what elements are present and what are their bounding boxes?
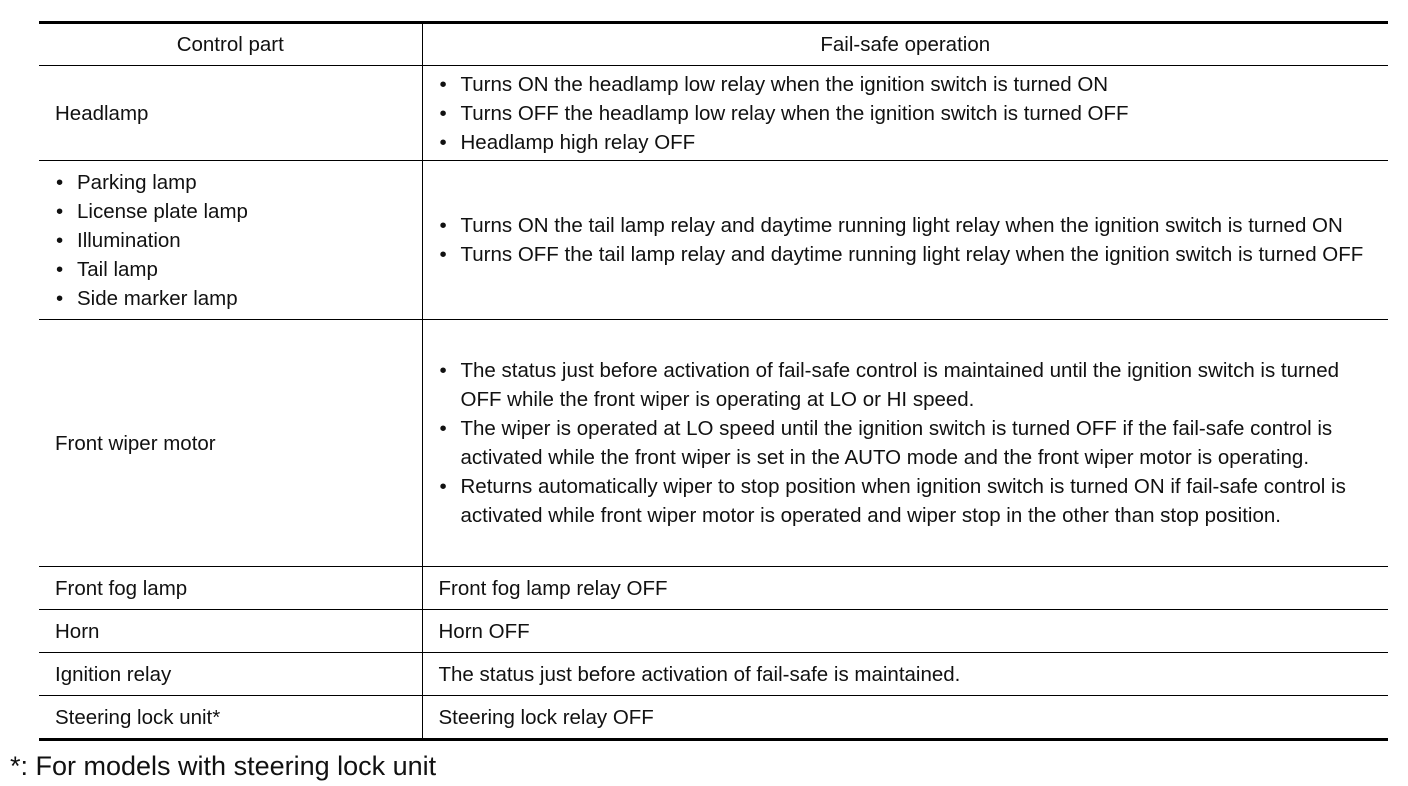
operation-cell: Horn OFF bbox=[422, 610, 1388, 653]
operation-list bbox=[439, 211, 1379, 269]
fail-safe-table bbox=[39, 21, 1388, 741]
column-header-fail-safe-operation: Fail-safe operation bbox=[422, 23, 1388, 66]
operation-cell: The status just before activation of fail-safe is maintained. bbox=[422, 653, 1388, 696]
control-part-cell: Ignition relay bbox=[39, 653, 422, 696]
list-item: • Turns OFF the tail lamp relay and daytime running light relay when the ignition switch is turned OFF bbox=[439, 240, 1379, 269]
table-row bbox=[39, 567, 1388, 610]
list-item: • The wiper is operated at LO speed until the ignition switch is turned OFF if the fail-safe control is activated while the front wiper is set in the AUTO mode and the front wiper motor is operating. bbox=[439, 414, 1379, 472]
list-item: • Turns ON the headlamp low relay when the ignition switch is turned ON bbox=[439, 70, 1379, 99]
list-item: • License plate lamp bbox=[55, 197, 412, 226]
list-item: • Headlamp high relay OFF bbox=[439, 128, 1379, 157]
table-row bbox=[39, 66, 1388, 161]
operation-list bbox=[439, 70, 1379, 157]
operation-cell bbox=[422, 66, 1388, 161]
control-part-cell bbox=[39, 161, 422, 320]
footnote: *: For models with steering lock unit bbox=[10, 751, 437, 781]
table-row bbox=[39, 653, 1388, 696]
table-row bbox=[39, 161, 1388, 320]
column-header-control-part: Control part bbox=[39, 23, 422, 66]
control-part-cell: Horn bbox=[39, 610, 422, 653]
list-item: • Illumination bbox=[55, 226, 412, 255]
table-header-row bbox=[39, 23, 1388, 66]
operation-cell bbox=[422, 161, 1388, 320]
operation-cell: Steering lock relay OFF bbox=[422, 696, 1388, 740]
control-part-list bbox=[55, 168, 412, 313]
list-item: • Side marker lamp bbox=[55, 284, 412, 313]
operation-cell bbox=[422, 320, 1388, 567]
list-item: • The status just before activation of fail-safe control is maintained until the ignition switch is turned OFF while the front wiper is operating at LO or HI speed. bbox=[439, 356, 1379, 414]
list-item: • Returns automatically wiper to stop position when ignition switch is turned ON if fail-safe control is activated while front wiper motor is operated and wiper stop in the other than stop position. bbox=[439, 472, 1379, 530]
operation-list bbox=[439, 356, 1379, 530]
control-part-cell: Steering lock unit* bbox=[39, 696, 422, 740]
list-item: • Tail lamp bbox=[55, 255, 412, 284]
list-item: • Turns OFF the headlamp low relay when the ignition switch is turned OFF bbox=[439, 99, 1379, 128]
list-item: • Parking lamp bbox=[55, 168, 412, 197]
table-row bbox=[39, 320, 1388, 567]
list-item: • Turns ON the tail lamp relay and daytime running light relay when the ignition switch is turned ON bbox=[439, 211, 1379, 240]
table-row bbox=[39, 610, 1388, 653]
control-part-cell: Front wiper motor bbox=[39, 320, 422, 567]
operation-cell: Front fog lamp relay OFF bbox=[422, 567, 1388, 610]
control-part-cell: Front fog lamp bbox=[39, 567, 422, 610]
control-part-cell: Headlamp bbox=[39, 66, 422, 161]
table-row bbox=[39, 696, 1388, 740]
